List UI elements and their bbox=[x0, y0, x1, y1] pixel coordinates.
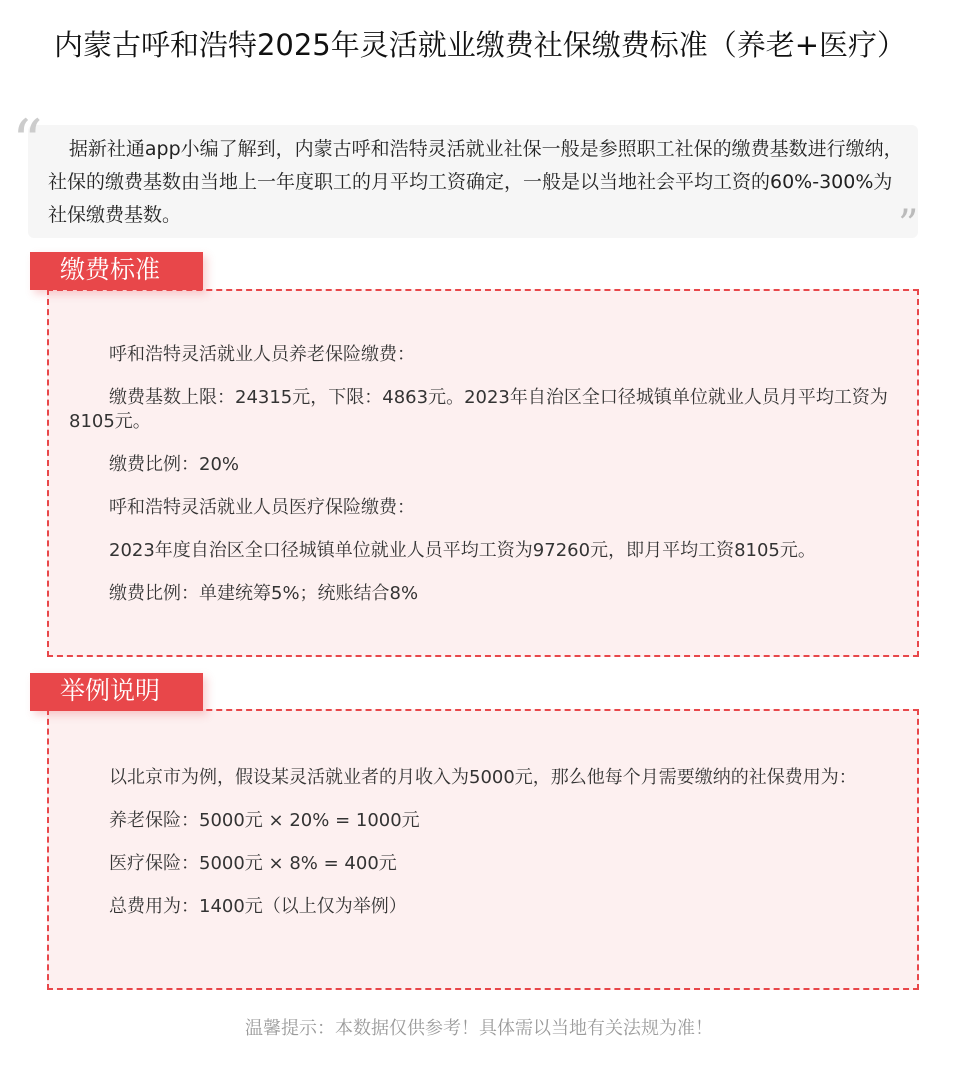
paragraph: 呼和浩特灵活就业人员医疗保险缴费： bbox=[109, 497, 415, 518]
close-quote-icon: ” bbox=[898, 202, 919, 248]
paragraph: 2023年度自治区全口径城镇单位就业人员平均工资为97260元，即月平均工资8105元。 bbox=[109, 540, 816, 561]
section-standard-box bbox=[47, 289, 919, 657]
paragraph: 缴费基数上限：24315元，下限：4863元。2023年自治区全口径城镇单位就业人员月平均工资为8105元。 bbox=[69, 387, 888, 432]
paragraph: 呼和浩特灵活就业人员养老保险缴费： bbox=[109, 344, 415, 365]
paragraph: 医疗保险：5000元 × 8% = 400元 bbox=[109, 853, 397, 874]
intro-text: 据新社通app小编了解到，内蒙古呼和浩特灵活就业社保一般是参照职工社保的缴费基数进行缴纳，社保的缴费基数由当地上一年度职工的月平均工资确定，一般是以当地社会平均工资的60%-300%为社保缴费基数。 bbox=[28, 125, 918, 238]
paragraph: 缴费比例：单建统筹5%；统账结合8% bbox=[109, 583, 419, 604]
section-example-box bbox=[47, 709, 919, 990]
paragraph: 养老保险：5000元 × 20% = 1000元 bbox=[109, 810, 420, 831]
open-quote-icon: “ bbox=[12, 107, 43, 177]
paragraph: 缴费比例：20% bbox=[109, 454, 240, 475]
section-header-standard: 缴费标准 bbox=[30, 252, 203, 290]
footer-notice: 温馨提示：本数据仅供参考！具体需以当地有关法规为准！ bbox=[245, 1018, 713, 1039]
section-header-example: 举例说明 bbox=[30, 673, 203, 711]
paragraph: 以北京市为例，假设某灵活就业者的月收入为5000元，那么他每个月需要缴纳的社保费用为： bbox=[109, 767, 857, 788]
paragraph: 总费用为：1400元（以上仅为举例） bbox=[109, 896, 407, 917]
page-title: 内蒙古呼和浩特2025年灵活就业缴费社保缴费标准（养老+医疗） bbox=[53, 28, 907, 62]
